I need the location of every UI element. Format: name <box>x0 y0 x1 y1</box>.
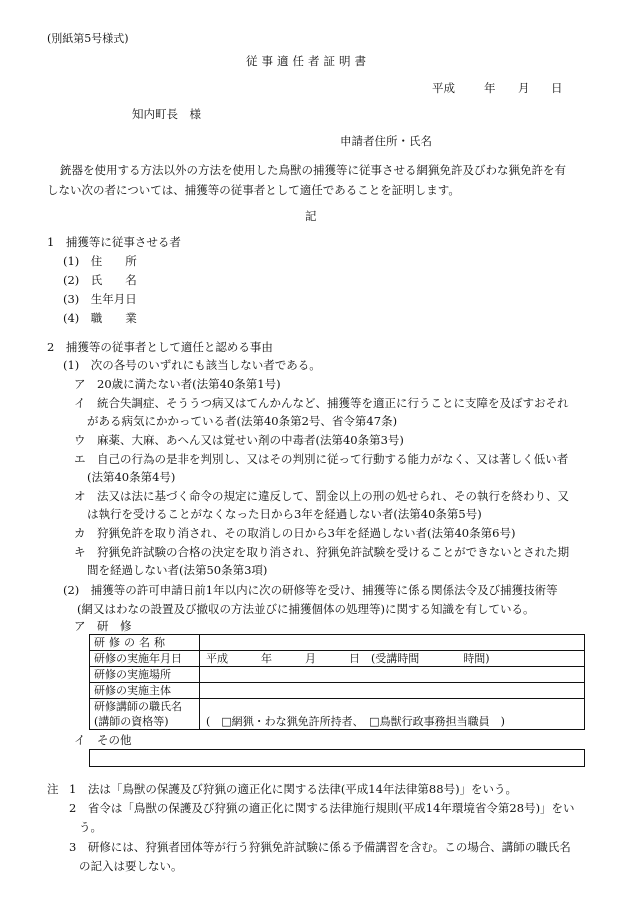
row-value[interactable] <box>200 683 584 698</box>
section1-heading: 1 捕獲等に従事させる者 <box>47 235 181 249</box>
reason-line: がある病気にかかっている者(法第40条第2号、省令第47条) <box>87 414 398 428</box>
date-era: 平成 <box>432 81 455 95</box>
note-line: う。 <box>79 820 102 834</box>
table-row <box>90 683 584 699</box>
training-table <box>89 634 585 730</box>
section2-sub2: (2) 捕獲等の許可申請日前1年以内に次の研修等を受け、捕獲等に係る関係法令及び捕獲技術等 <box>63 583 558 597</box>
table-row <box>90 635 584 651</box>
section1-item: (3) 生年月日 <box>63 292 137 306</box>
reason-line: カ 狩猟免許を取り消され、その取消しの日から3年を経過しない者(法第40条第6号) <box>74 526 516 540</box>
row-value[interactable] <box>200 635 584 650</box>
document-title: 従事適任者証明書 <box>246 54 370 68</box>
training-label: ア 研 修 <box>74 619 132 633</box>
note-line: 1 法は「鳥獣の保護及び狩猟の適正化に関する法律(平成14年法律第88号)」をいう。 <box>69 782 518 796</box>
row-value[interactable]: 平成 年 月 日 (受講時間 時間) <box>206 652 490 665</box>
section1-item: (1) 住 所 <box>63 254 137 268</box>
note-line: 2 省令は「鳥獣の保護及び狩猟の適正化に関する法律施行規則(平成14年環境省令第28号)」をい <box>69 801 575 815</box>
row-label <box>90 699 200 729</box>
row-label: 研修の実施主体 <box>90 683 200 698</box>
reason-line: ア 20歳に満たない者(法第40条第1号) <box>74 377 281 391</box>
reason-line: 間を経過しない者(法第50条第3項) <box>87 563 268 577</box>
reason-line: オ 法又は法に基づく命令の規定に違反して、罰金以上の刑の処せられ、その執行を終わり、又 <box>74 489 569 503</box>
notes-head: 注 <box>47 782 59 796</box>
section2-sub1: (1) 次の各号のいずれにも該当しない者である。 <box>63 358 321 372</box>
row-label: 研修の実施年月日 <box>90 651 200 666</box>
table-row <box>90 699 584 729</box>
section1-item: (4) 職 業 <box>63 311 137 325</box>
applicant-label: 申請者住所・氏名 <box>340 134 432 148</box>
note-line: 3 研修には、狩猟者団体等が行う狩猟免許試験に係る予備講習を含む。この場合、講師の職氏名 <box>69 840 571 854</box>
row-value[interactable] <box>200 667 584 682</box>
reason-line: (法第40条第4号) <box>87 470 176 484</box>
reason-line: キ 狩猟免許試験の合格の決定を取り消され、狩猟免許試験を受けることができないとされた期 <box>74 545 570 559</box>
qualification-options: ( □網猟・わな猟免許所持者、 □鳥獣行政事務担当職員 ) <box>206 715 505 728</box>
reason-line: ウ 麻薬、大麻、あへん又は覚せい剤の中毒者(法第40条第3号) <box>74 433 404 447</box>
other-label: イ その他 <box>74 733 132 747</box>
qualification-value[interactable] <box>200 699 584 729</box>
section1-item: (2) 氏 名 <box>63 273 137 287</box>
row-label: 研修の名称 <box>90 635 200 650</box>
form-label: (別紙第5号様式) <box>47 32 129 45</box>
row-label-line: 研修講師の職氏名 <box>94 700 182 713</box>
date-day: 日 <box>551 81 563 95</box>
row-label: 研修の実施場所 <box>90 667 200 682</box>
reason-line: エ 自己の行為の是非を判別し、又はその判別に従って行動する能力がなく、又は著しく低い者 <box>74 452 569 466</box>
table-row <box>90 651 584 667</box>
addressee: 知内町長 様 <box>132 107 201 121</box>
reason-line: は執行を受けることがなくなった日から3年を経過しない者(法第40条第5号) <box>87 507 482 521</box>
ki-heading: 記 <box>305 209 317 223</box>
intro-line: しない次の者については、捕獲等の従事者として適任であることを証明します。 <box>47 183 460 197</box>
intro-line: 銃器を使用する方法以外の方法を使用した鳥獣の捕獲等に従事させる網猟免許及びわな猟免許を有 <box>60 163 566 177</box>
note-line: の記入は要しない。 <box>79 859 183 873</box>
date-month: 月 <box>518 81 530 95</box>
row-label-line: (講師の資格等) <box>94 715 169 728</box>
other-box[interactable] <box>89 749 585 767</box>
section2-sub2: (網又はわなの設置及び撤収の方法並びに捕獲個体の処理等)に関する知識を有している。 <box>77 602 535 616</box>
date-year: 年 <box>484 81 496 95</box>
table-row <box>90 667 584 683</box>
section2-heading: 2 捕獲等の従事者として適任と認める事由 <box>47 340 273 354</box>
reason-line: イ 統合失調症、そううつ病又はてんかんなど、捕獲等を適正に行うことに支障を及ぼすおそれ <box>74 396 569 410</box>
